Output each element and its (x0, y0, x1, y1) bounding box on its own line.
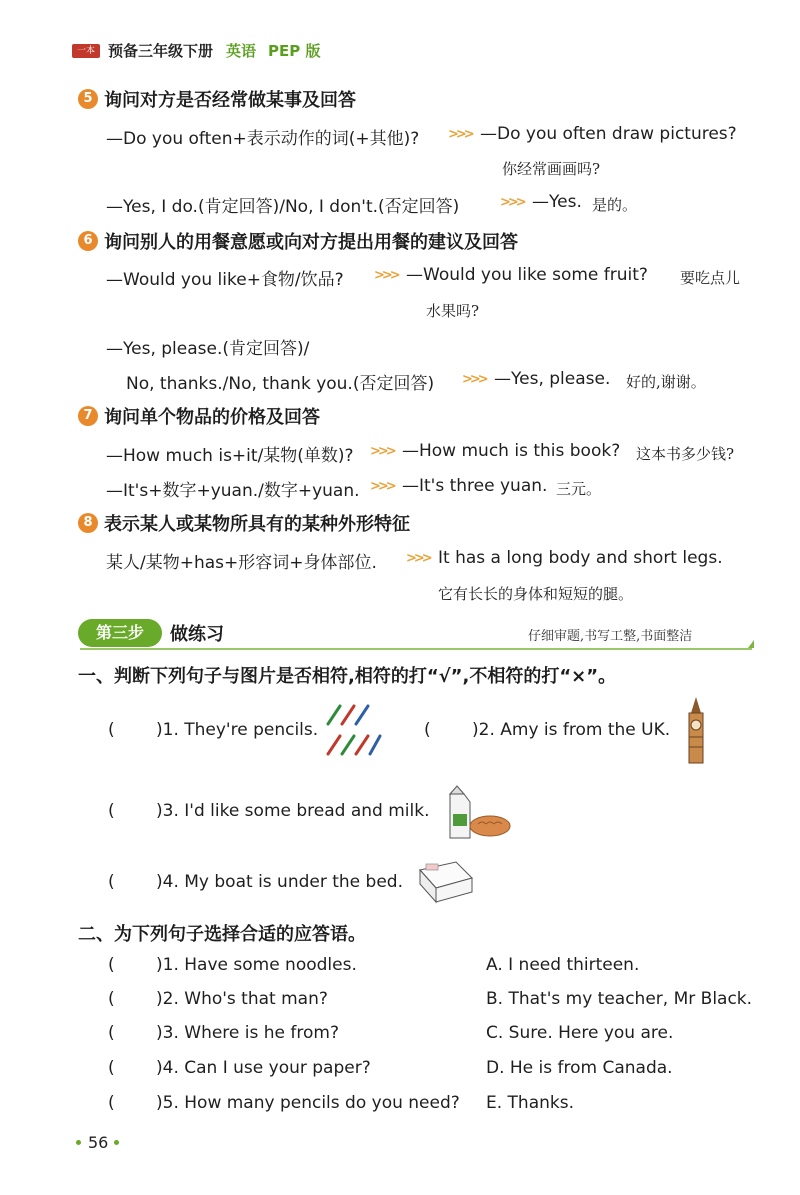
s5-cn-2: 是的。 (592, 196, 638, 214)
answer-bracket[interactable]: ( (108, 872, 115, 892)
arrow-icon: >>> (462, 372, 486, 387)
s6-pattern-2: —Yes, please.(肯定回答)/ (106, 339, 310, 359)
arrow-icon: >>> (448, 127, 472, 142)
s6-example-1: —Would you like some fruit? (406, 265, 648, 285)
answer-bracket[interactable]: ( (108, 1093, 115, 1113)
part2-option: A. I need thirteen. (486, 955, 640, 975)
milk-bread-illustration (444, 784, 512, 840)
s5-pattern-1: —Do you often+表示动作的词(+其他)? (106, 129, 420, 149)
s5-cn-1: 你经常画画吗? (502, 160, 601, 178)
part2-option: C. Sure. Here you are. (486, 1023, 674, 1043)
publisher-logo: 一本 (72, 44, 100, 58)
s6-pattern-1: —Would you like+食物/饮品? (106, 270, 344, 290)
step-three-badge: 第三步 (78, 619, 162, 647)
s6-example-3: —Yes, please. (494, 369, 611, 389)
part2-question: )5. How many pencils do you need? (156, 1093, 460, 1113)
s5-example-1: —Do you often draw pictures? (480, 124, 737, 144)
s7-cn-2: 三元。 (556, 480, 602, 498)
s6-cn-1a: 要吃点儿 (680, 269, 741, 287)
section-title-7: 询问单个物品的价格及回答 (104, 407, 320, 428)
section-number-6: 6 (78, 231, 98, 251)
s8-cn-1: 它有长长的身体和短短的腿。 (438, 585, 634, 603)
part2-option: E. Thanks. (486, 1093, 575, 1113)
section-number-7: 7 (78, 406, 98, 426)
subject-label: 英语 (226, 42, 257, 60)
step-three-title: 做练习 (170, 624, 224, 645)
s8-pattern-1: 某人/某物+has+形容词+身体部位. (106, 553, 377, 573)
part-one-title: 一、判断下列句子与图片是否相符,相符的打“√”,不相符的打“×”。 (78, 666, 617, 687)
answer-bracket[interactable]: ( (108, 1023, 115, 1043)
s7-example-2: —It's three yuan. (402, 476, 548, 496)
part2-question: )1. Have some noodles. (156, 955, 357, 975)
book-title: 预备三年级下册 (108, 42, 214, 60)
part-two-title: 二、为下列句子选择合适的应答语。 (78, 924, 366, 945)
s6-pattern-3: No, thanks./No, thank you.(否定回答) (126, 374, 435, 394)
big-ben-illustration (684, 697, 708, 765)
s5-pattern-2: —Yes, I do.(肯定回答)/No, I don't.(否定回答) (106, 197, 460, 217)
part2-question: )3. Where is he from? (156, 1023, 339, 1043)
section-number-8: 8 (78, 513, 98, 533)
s7-pattern-1: —How much is+it/某物(单数)? (106, 446, 354, 466)
s5-example-2: —Yes. (532, 192, 582, 212)
s6-cn-1b: 水果吗? (426, 302, 480, 320)
section-title-6: 询问别人的用餐意愿或向对方提出用餐的建议及回答 (104, 232, 518, 253)
part2-option: B. That's my teacher, Mr Black. (486, 989, 753, 1009)
arrow-icon: >>> (500, 195, 524, 210)
page-number: 56 (88, 1133, 109, 1152)
answer-bracket[interactable]: ( (108, 801, 115, 821)
footer-dot (114, 1140, 119, 1145)
part2-question: )4. Can I use your paper? (156, 1058, 371, 1078)
arrow-icon: >>> (374, 268, 398, 283)
answer-bracket[interactable]: ( (108, 720, 115, 740)
section-title-8: 表示某人或某物所具有的某种外形特征 (104, 514, 410, 535)
footer-dot (76, 1140, 81, 1145)
answer-bracket[interactable]: ( (108, 955, 115, 975)
pencils-illustration (322, 702, 382, 758)
s7-pattern-2: —It's+数字+yuan./数字+yuan. (106, 481, 360, 501)
part1-q4: )4. My boat is under the bed. (156, 872, 403, 892)
answer-bracket[interactable]: ( (424, 720, 431, 740)
part1-q2: )2. Amy is from the UK. (472, 720, 671, 740)
s6-cn-3: 好的,谢谢。 (626, 373, 706, 391)
s8-example-1: It has a long body and short legs. (438, 548, 723, 568)
part2-question: )2. Who's that man? (156, 989, 328, 1009)
part2-option: D. He is from Canada. (486, 1058, 673, 1078)
arrow-icon: >>> (406, 551, 430, 566)
section-number-5: 5 (78, 89, 98, 109)
answer-bracket[interactable]: ( (108, 1058, 115, 1078)
edition-label: PEP 版 (268, 42, 321, 60)
arrow-icon: >>> (370, 479, 394, 494)
step-three-note: 仔细审题,书写工整,书面整洁 (528, 629, 693, 644)
section-title-5: 询问对方是否经常做某事及回答 (104, 90, 356, 111)
arrow-icon: >>> (370, 444, 394, 459)
s7-example-1: —How much is this book? (402, 441, 621, 461)
step-divider (80, 648, 752, 650)
corner-mark (748, 640, 754, 648)
bed-illustration (416, 856, 476, 906)
part1-q1: )1. They're pencils. (156, 720, 319, 740)
s7-cn-1: 这本书多少钱? (636, 445, 735, 463)
answer-bracket[interactable]: ( (108, 989, 115, 1009)
part1-q3: )3. I'd like some bread and milk. (156, 801, 430, 821)
